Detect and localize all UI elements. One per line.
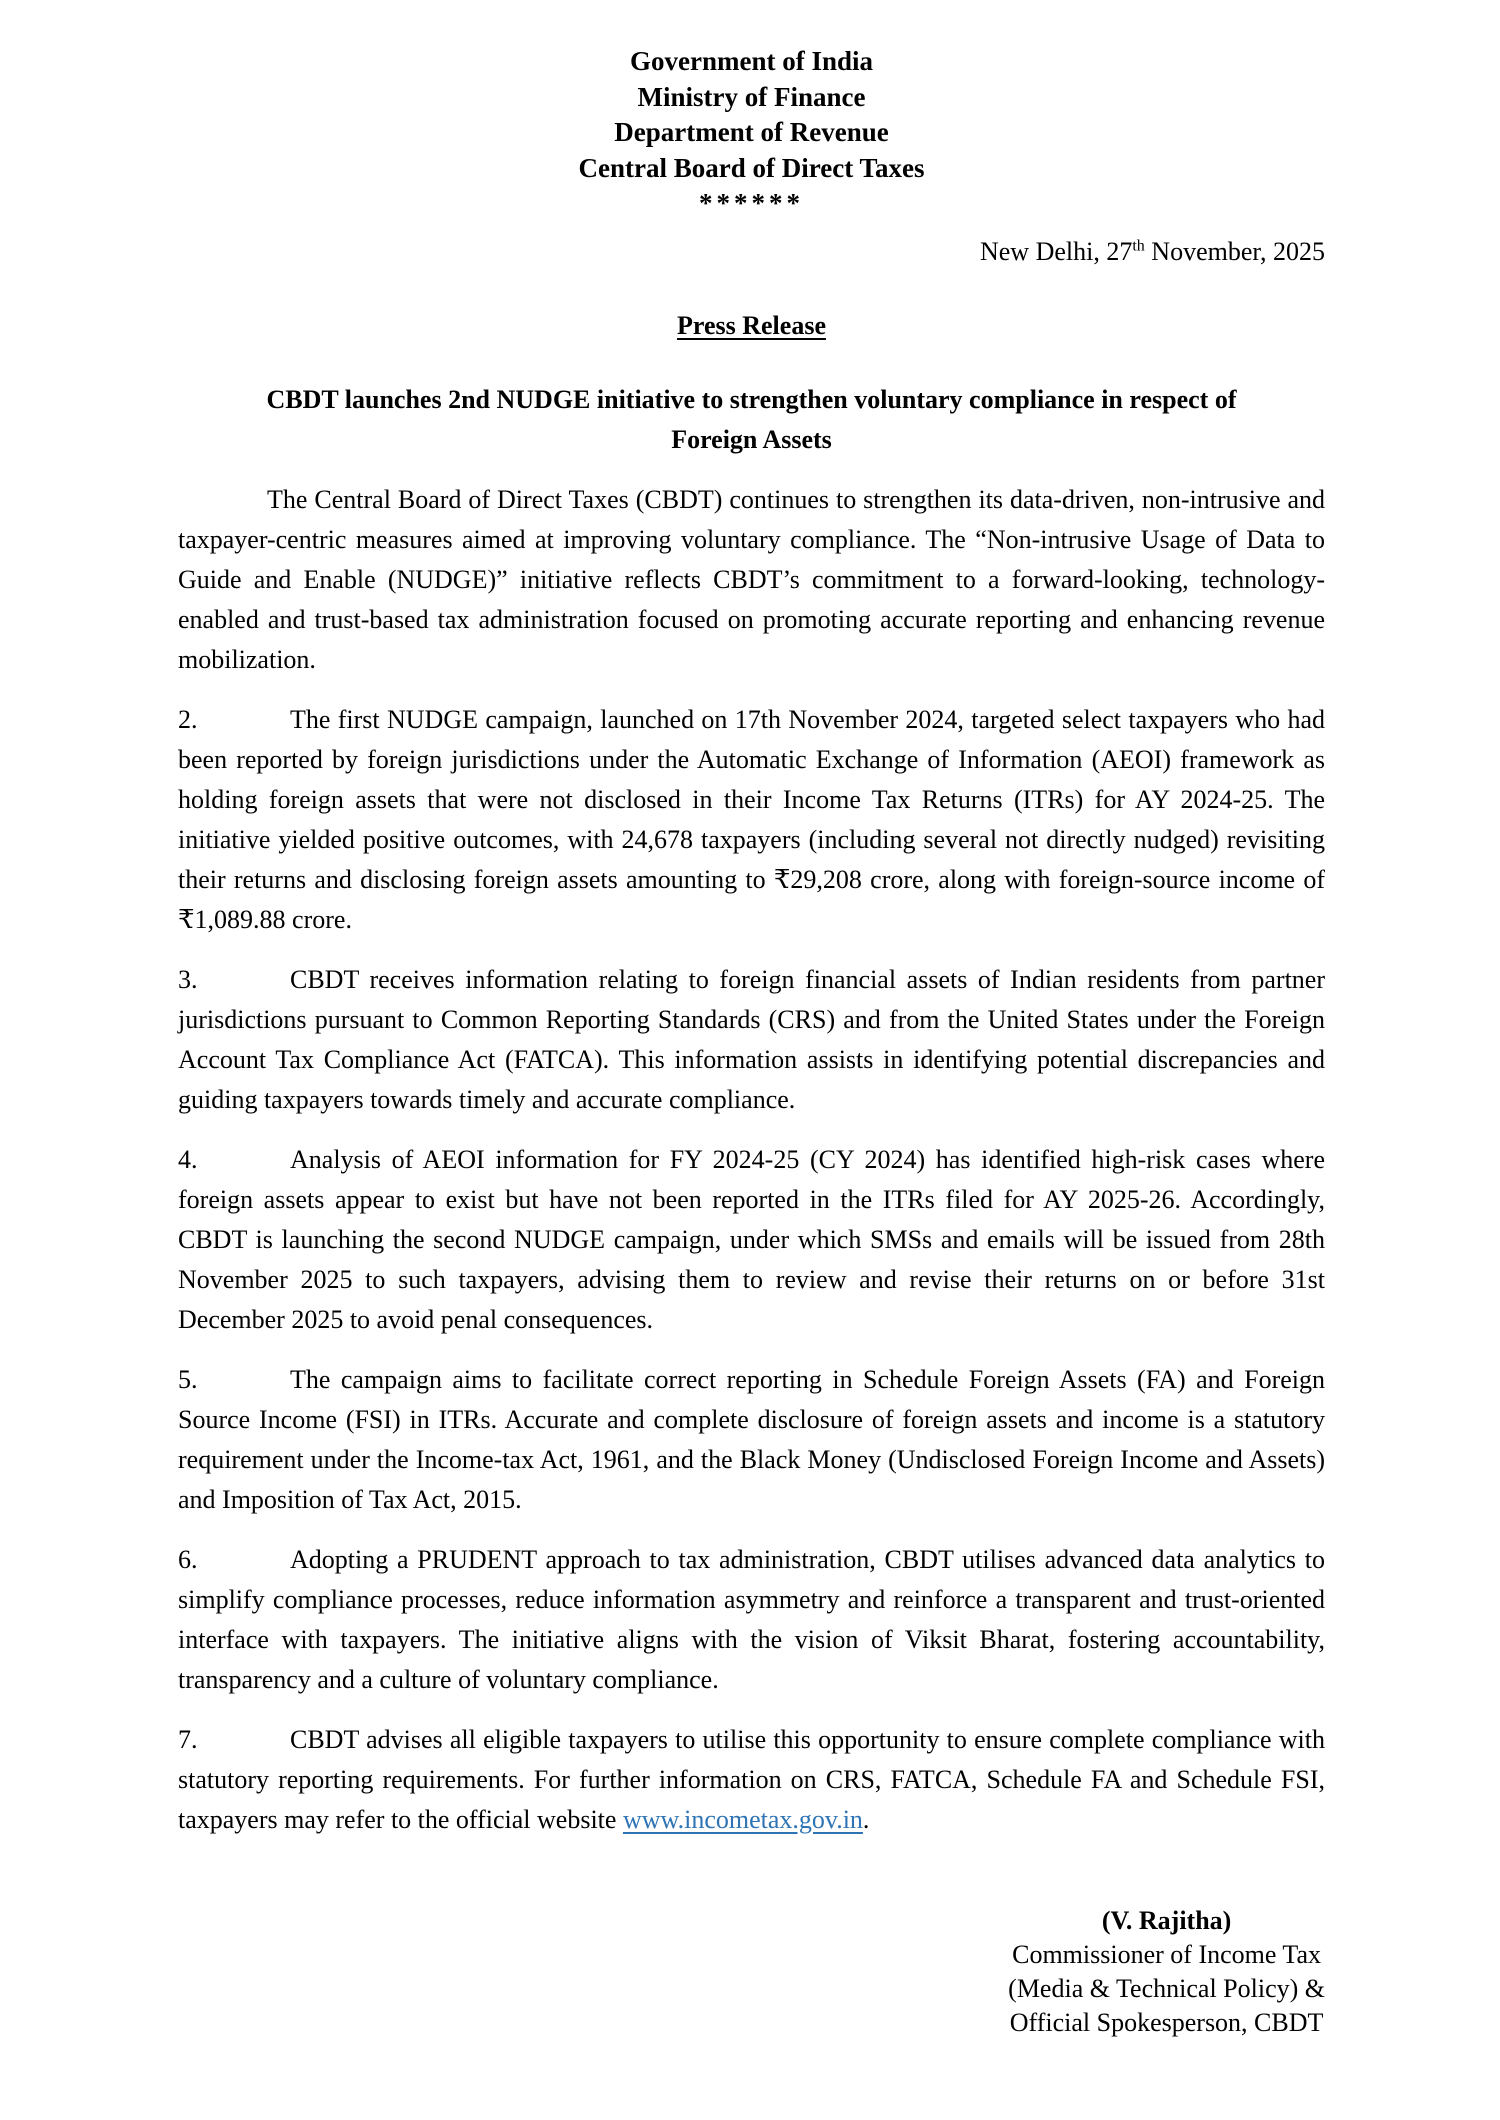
asterisk-separator: ****** [699, 188, 804, 218]
paragraph-1 [178, 480, 1325, 680]
paragraph-2-text: The first NUDGE campaign, launched on 17th November 2024, targeted select taxpayers who had been reported by foreign jurisdictions under the Automatic Exchange of Information (AEOI) framework as holding foreign assets that were not disclosed in their Income Tax Returns (ITRs) for AY 2024-25. The initiative yielded positive outcomes, with 24,678 taxpayers (including several not directly nudged) revisiting their returns and disclosing foreign assets amounting to ₹29,208 crore, along with foreign-source income of ₹1,089.88 crore. [178, 704, 1325, 934]
dateline-place-day: New Delhi, 27 [979, 236, 1133, 266]
paragraph-3 [178, 960, 1325, 1120]
paragraph-4-number: 4. [178, 1144, 198, 1174]
signature-block [1008, 1904, 1325, 2040]
paragraph-3-number: 3. [178, 964, 198, 994]
paragraph-6 [178, 1540, 1325, 1700]
document-title-line-2: Foreign Assets [671, 424, 832, 454]
paragraph-3-text: CBDT receives information relating to foreign financial assets of Indian residents from partner jurisdictions pursuant to Common Reporting Standards (CRS) and from the United States under the Foreign Account Tax Compliance Act (FATCA). This information assists in identifying potential discrepancies and guiding taxpayers towards timely and accurate compliance. [178, 964, 1325, 1114]
paragraph-2-number: 2. [178, 704, 198, 734]
paragraph-5-text: The campaign aims to facilitate correct reporting in Schedule Foreign Assets (FA) and Foreign Source Income (FSI) in ITRs. Accurate and complete disclosure of foreign assets and income is a statutory requirement under the Income-tax Act, 1961, and the Black Money (Undisclosed Foreign Income and Assets) and Imposition of Tax Act, 2015. [178, 1364, 1325, 1514]
dateline-ordinal: th [1132, 236, 1145, 254]
signatory-designation-2: (Media & Technical Policy) & [1008, 1973, 1325, 2003]
letterhead-line-board: Central Board of Direct Taxes [578, 152, 925, 183]
document-title-line-1: CBDT launches 2nd NUDGE initiative to strengthen voluntary compliance in respect of [266, 384, 1237, 414]
dateline [178, 232, 1325, 272]
paragraph-5 [178, 1360, 1325, 1520]
paragraph-6-number: 6. [178, 1544, 198, 1574]
letterhead-line-ministry: Ministry of Finance [637, 81, 866, 112]
paragraph-7-after-link: . [862, 1804, 870, 1834]
paragraph-7 [178, 1720, 1325, 1840]
paragraph-4-text: Analysis of AEOI information for FY 2024-25 (CY 2024) has identified high-risk cases where foreign assets appear to exist but have not been reported in the ITRs filed for AY 2025-26. Accordingly, CBDT is launching the second NUDGE campaign, under which SMSs and emails will be issued from 28th November 2025 to such taxpayers, advising them to review and revise their returns on or before 31st December 2025 to avoid penal consequences. [178, 1144, 1325, 1334]
paragraph-1-text: The Central Board of Direct Taxes (CBDT) continues to strengthen its data-driven, non-intrusive and taxpayer-centric measures aimed at improving voluntary compliance. The “Non-intrusive Usage of Data to Guide and Enable (NUDGE)” initiative reflects CBDT’s commitment to a forward-looking, technology-enabled and trust-based tax administration focused on promoting accurate reporting and enhancing revenue mobilization. [178, 484, 1325, 674]
letterhead-line-government: Government of India [630, 46, 873, 76]
press-release-label: Press Release [677, 310, 826, 340]
paragraph-2 [178, 700, 1325, 940]
document-title [178, 380, 1325, 460]
paragraph-7-number: 7. [178, 1724, 198, 1754]
signatory-designation-1: Commissioner of Income Tax [1012, 1939, 1322, 1969]
letterhead [178, 44, 1325, 222]
dateline-rest: November, 2025 [1144, 236, 1325, 266]
paragraph-5-number: 5. [178, 1364, 198, 1394]
signatory-designation-3: Official Spokesperson, CBDT [1009, 2007, 1324, 2037]
letterhead-line-department: Department of Revenue [614, 117, 889, 147]
paragraph-4 [178, 1140, 1325, 1340]
press-release-heading [178, 306, 1325, 346]
paragraph-6-text: Adopting a PRUDENT approach to tax administration, CBDT utilises advanced data analytics to simplify compliance processes, reduce information asymmetry and reinforce a transparent and trust-oriented interface with taxpayers. The initiative aligns with the vision of Viksit Bharat, fostering accountability, transparency and a culture of voluntary compliance. [178, 1544, 1325, 1694]
incometax-website-link[interactable]: www.incometax.gov.in [622, 1804, 863, 1834]
signatory-name: (V. Rajitha) [1101, 1905, 1232, 1935]
paragraph-7-text: CBDT advises all eligible taxpayers to utilise this opportunity to ensure complete compliance with statutory reporting requirements. For further information on CRS, FATCA, Schedule FA and Schedule FSI, taxpayers may refer to the official website [178, 1724, 1325, 1834]
